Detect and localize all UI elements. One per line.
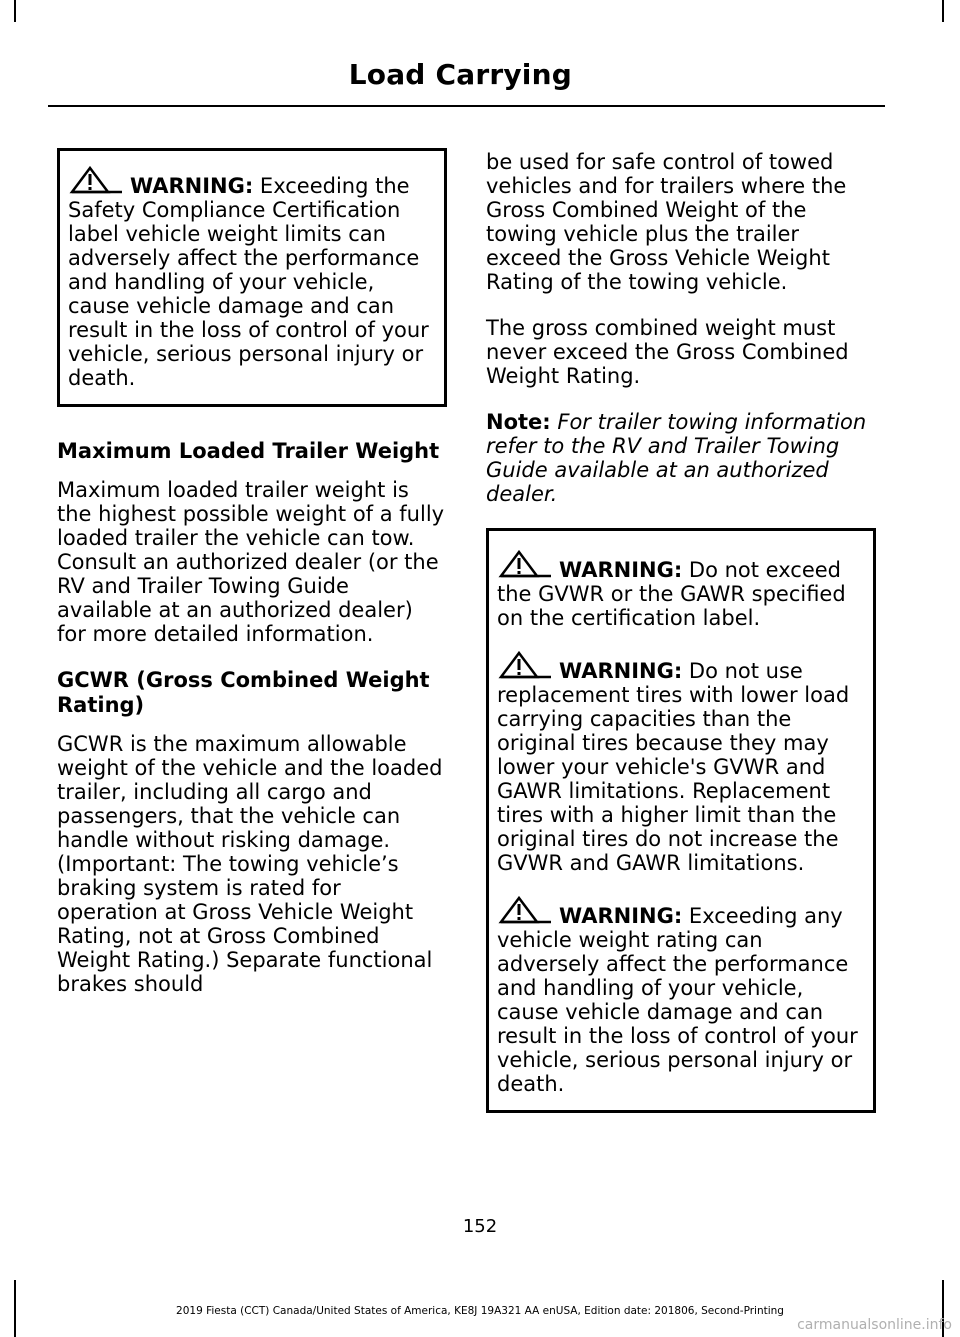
paragraph-gross-combined-weight: The gross combined weight must never exceed the Gross Combined Weight Rating. bbox=[486, 316, 849, 388]
section-heading-max-trailer-weight: Maximum Loaded Trailer Weight bbox=[57, 439, 440, 463]
warning-text: Exceeding any vehicle weight rating can adversely affect the performance and handling of your vehicle, cause vehicle damage and can result in the loss of control of your vehicle, serious personal injury or death. bbox=[497, 904, 858, 1096]
watermark: carmanualsonline.info bbox=[797, 1317, 952, 1333]
note-text: For trailer towing information refer to the RV and Trailer Towing Guide available at an authorized dealer. bbox=[486, 410, 867, 506]
warning-label: WARNING: bbox=[130, 174, 254, 198]
warning-triangle-icon bbox=[68, 165, 124, 195]
note bbox=[486, 410, 876, 506]
warning-triangle-icon bbox=[497, 650, 553, 680]
warning-label: WARNING: bbox=[559, 904, 683, 928]
page-number: 152 bbox=[462, 1216, 498, 1237]
warning-triangle-icon bbox=[497, 895, 553, 925]
warning-label: WARNING: bbox=[559, 558, 683, 582]
crop-mark-top-right bbox=[942, 0, 944, 22]
crop-mark-top-left bbox=[14, 0, 16, 22]
page-title: Load Carrying bbox=[348, 58, 572, 91]
note-label: Note: bbox=[486, 410, 551, 434]
left-column bbox=[57, 148, 447, 1018]
warning-label: WARNING: bbox=[559, 659, 683, 683]
warning-item bbox=[497, 650, 865, 875]
section-heading-gcwr: GCWR (Gross Combined Weight Rating) bbox=[57, 668, 430, 717]
warning-box bbox=[486, 528, 876, 1113]
warning-item bbox=[497, 895, 865, 1096]
warning-text: Do not exceed the GVWR or the GAWR specified on the certification label. bbox=[497, 558, 846, 630]
right-column bbox=[486, 150, 876, 1145]
section-body-max-trailer-weight: Maximum loaded trailer weight is the highest possible weight of a fully loaded trailer the vehicle can tow. Consult an authorized dealer (or the RV and Trailer Towing Guide available at an authorized dealer) for more detailed information. bbox=[57, 478, 445, 646]
warning-text: Do not use replacement tires with lower load carrying capacities than the original tires because they may lower your vehicle's GVWR and GAWR limitations. Replacement tires with a higher limit than the original tires do not increase the GVWR and GAWR limitations. bbox=[497, 659, 850, 875]
warning-triangle-icon bbox=[497, 549, 553, 579]
warning-box bbox=[57, 148, 447, 407]
warning-item bbox=[497, 549, 865, 630]
warning-item bbox=[68, 165, 436, 390]
header-divider bbox=[48, 105, 885, 107]
edition-footer: 2019 Fiesta (CCT) Canada/United States of America, KE8J 19A321 AA enUSA, Edition date: 201806, Second-Printing bbox=[176, 1305, 784, 1317]
paragraph-towed-vehicles: be used for safe control of towed vehicles and for trailers where the Gross Combined Weight of the towing vehicle plus the trailer exceed the Gross Vehicle Weight Rating of the towing vehicle. bbox=[486, 150, 847, 294]
warning-text: Exceeding the Safety Compliance Certification label vehicle weight limits can adversely affect the performance and handling of your vehicle, cause vehicle damage and can result in the loss of control of your vehicle, serious personal injury or death. bbox=[68, 174, 429, 390]
section-body-gcwr: GCWR is the maximum allowable weight of the vehicle and the loaded trailer, including all cargo and passengers, that the vehicle can handle without risking damage. (Important: The towing vehicle’s braking system is rated for operation at Gross Vehicle Weight Rating, not at Gross Combined Weight Rating.) Separate functional brakes should bbox=[57, 732, 443, 996]
